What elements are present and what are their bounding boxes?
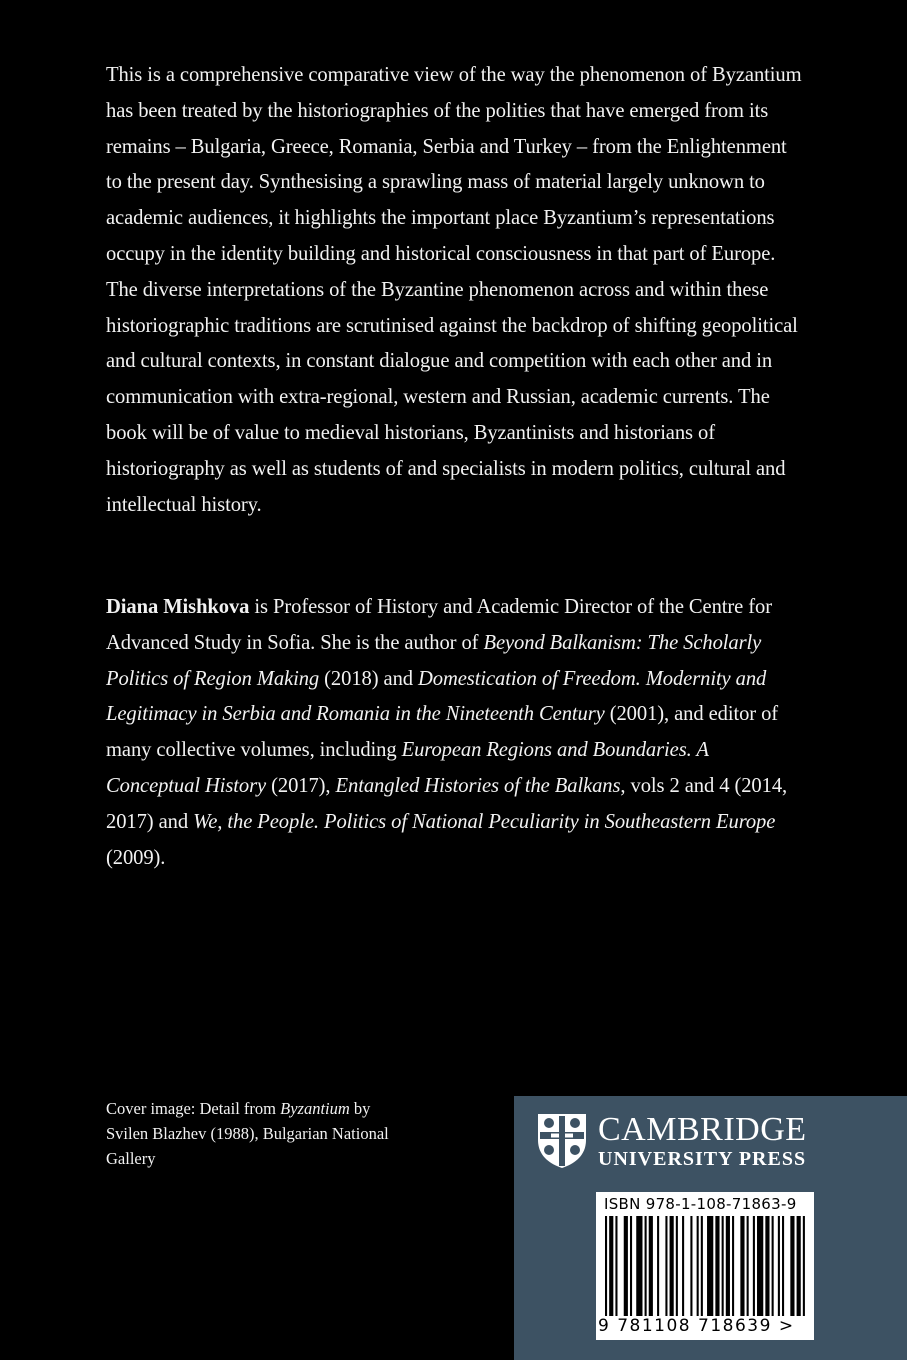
barcode-digits: 9 781108 718639 > xyxy=(598,1316,795,1336)
publisher-name-line2: UNIVERSITY PRESS xyxy=(598,1148,807,1170)
credit-text: by Svilen Blazhev (1988), Bulgarian National Gallery xyxy=(106,1099,389,1168)
book-title: We, the People. Politics of National Peculiarity in Southeastern Europe xyxy=(193,810,776,833)
cover-image-credit xyxy=(106,1096,406,1171)
credit-text: Cover image: Detail from xyxy=(106,1099,281,1118)
bio-text: (2017), xyxy=(266,774,336,797)
book-title: Entangled Histories of the Balkans xyxy=(335,774,621,797)
publisher-name-line1: CAMBRIDGE xyxy=(598,1111,807,1148)
publisher-name xyxy=(598,1112,807,1170)
book-title: European Regions and Boundaries. A Conceptual History xyxy=(106,739,709,797)
book-title: Domestication of Freedom. Modernity and Legitimacy in Serbia and Romania in the Nineteenth Century xyxy=(106,667,767,726)
bio-text: , vols 2 and 4 (2014, 2017) and xyxy=(106,774,788,833)
isbn-label: ISBN 978-1-108-71863-9 xyxy=(604,1195,797,1213)
bio-text: (2018) and xyxy=(319,667,419,690)
bio-text: (2009). xyxy=(106,846,166,869)
publisher-panel xyxy=(514,1096,907,1360)
isbn-barcode xyxy=(596,1192,814,1340)
barcode-bars xyxy=(604,1216,808,1316)
book-description: This is a comprehensive comparative view of the way the phenomenon of Byzantium has been treated by the historiographies of the polities that have emerged from its remains – Bulgaria, Greece, Romania, Serbia and Turkey – from the Enlightenment to the present day. Synthesising a sprawling mass of material largely unknown to academic audiences, it highlights the important place Byzantium’s representations occupy in the identity building and historical consciousness in that part of Europe. The diverse interpretations of the Byzantine phenomenon across and within these historiographic traditions are scrutinised against the backdrop of shifting geopolitical and cultural contexts, in constant dialogue and competition with each other and in communication with extra-regional, western and Russian, academic currents. The book will be of value to medieval historians, Byzantinists and historians of historiography as well as students of and specialists in modern politics, cultural and intellectual history. xyxy=(106,64,802,516)
author-bio xyxy=(106,590,806,876)
book-title: Beyond Balkanism: The Scholarly Politics of Region Making xyxy=(106,631,762,690)
cambridge-crest-icon xyxy=(536,1112,588,1170)
bio-text: (2001), and editor of many collective volumes, including xyxy=(106,703,779,762)
artwork-title: Byzantium xyxy=(280,1099,350,1118)
bio-text: is Professor of History and Academic Director of the Centre for Advanced Study in Sofia. She is the author of xyxy=(106,596,772,654)
author-name: Diana Mishkova xyxy=(106,596,250,618)
